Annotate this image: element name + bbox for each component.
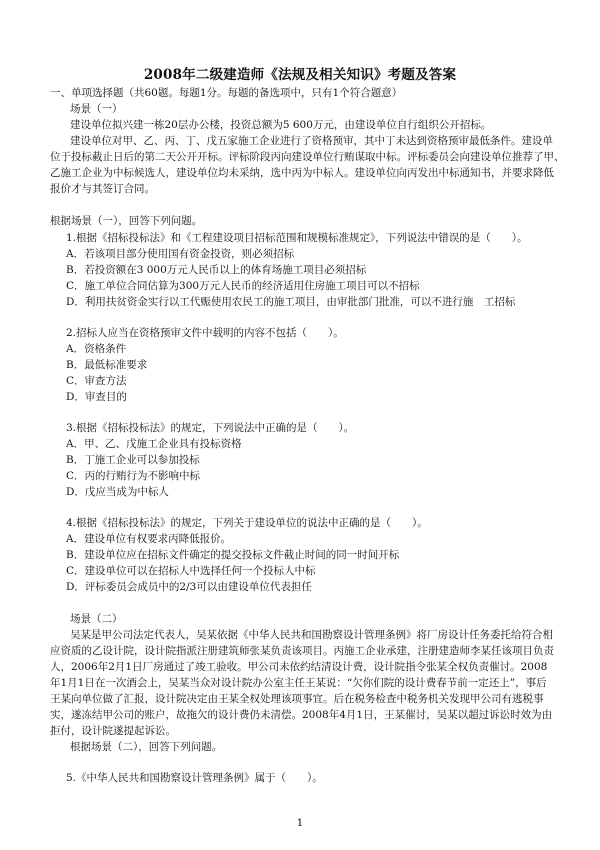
question-option: A．资格条件 bbox=[66, 343, 127, 355]
question-option: A．若该项目部分使用国有资金投资，则必须招标 bbox=[66, 248, 295, 260]
question-option: A．建设单位有权要求丙降低报价。 bbox=[66, 533, 232, 545]
question-option: C．施工单位合同估算为300万元人民币的经济适用住房施工项目可以不招标 bbox=[66, 280, 420, 292]
question-option: C．审查方法 bbox=[66, 375, 127, 387]
page-number: 1 bbox=[296, 817, 304, 829]
question-stem: 4.根据《招标投标法》的规定，下列关于建设单位的说法中正确的是（ ）。 bbox=[66, 517, 428, 529]
scene-paragraph-line: 人，2006年2月1日厂房通过了竣工验收。甲公司未依约结清设计费，设计院指令张某全权负责催讨。2008 bbox=[50, 661, 548, 673]
question-stem: 1.根据《招标投标法》和《工程建设项目招标范围和规模标准规定》，下列说法中错误的是（ ）。 bbox=[66, 232, 528, 244]
scene-paragraph-line: 位于投标截止日后的第二天公开开标。评标阶段丙向建设单位行贿谋取中标。评标委员会向建设单位推荐了甲、 bbox=[50, 151, 565, 163]
scene-prompt: 根据场景（二），回答下列问题。 bbox=[70, 741, 223, 753]
scene-paragraph-line: 吴某是甲公司法定代表人，吴某依据《中华人民共和国勘察设计管理条例》将厂房设计任务委托给符合相 bbox=[70, 629, 553, 641]
question-option: B．最低标准要求 bbox=[66, 359, 148, 371]
scene-prompt: 根据场景（一），回答下列问题。 bbox=[50, 215, 203, 227]
scene-paragraph-line: 拒付，设计院遂提起诉讼。 bbox=[50, 725, 176, 737]
question-option: C．丙的行贿行为不影响中标 bbox=[66, 470, 201, 482]
question-option: D．审查目的 bbox=[66, 391, 127, 403]
scene-label: 场景（一） bbox=[70, 103, 123, 115]
scene-paragraph-line: 建设单位对甲、乙、丙、丁、戊五家施工企业进行了资格预审，其中丁未达到资格预审最低条件。建设单 bbox=[70, 135, 553, 147]
question-option: B．丁施工企业可以参加投标 bbox=[66, 454, 200, 466]
question-option: A．甲、乙、戊施工企业具有投标资格 bbox=[66, 438, 242, 450]
scene-paragraph-line: 应资质的乙设计院，设计院指派注册建筑师张某负责该项目。丙施工企业承建，注册建造师李某任该项目负责 bbox=[50, 645, 554, 657]
question-option: B．建设单位应在招标文件确定的提交投标文件截止时间的同一时间开标 bbox=[66, 549, 400, 561]
question-option: B．若投资额在3 000万元人民币以上的体育场施工项目必须招标 bbox=[66, 264, 367, 276]
scene-paragraph-line: 实，遂冻结甲公司的账户，故拖欠的设计费仍未清偿。2008年4月1日，王某催讨，吴某以超过诉讼时效为由 bbox=[50, 709, 553, 721]
section-heading: 一、单项选择题（共60题。每题1分。每题的备选项中，只有1个符合题意） bbox=[50, 87, 403, 99]
page-title: 2008年二级建造师《法规及相关知识》考题及答案 bbox=[143, 67, 457, 83]
scene-paragraph-line: 王某向单位做了汇报，设计院决定由王某全权处理该项事宜。后在税务检查中税务机关发现甲公司有逃税事 bbox=[50, 693, 544, 705]
question-stem: 2.招标人应当在资格预审文件中载明的内容不包括（ ）。 bbox=[66, 327, 344, 339]
question-stem: 5.《中华人民共和国勘察设计管理条例》属于（ ）。 bbox=[66, 772, 323, 784]
question-option: D．戊应当成为中标人 bbox=[66, 486, 169, 498]
scene-paragraph-line: 年1月1日在一次酒会上，吴某当众对设计院办公室主任王某说：“欠你们院的设计费春节前一定还上”，事后 bbox=[50, 677, 547, 689]
question-option: C．建设单位可以在招标人中选择任何一个投标人中标 bbox=[66, 565, 316, 577]
scene-paragraph-line: 报价才与其签订合同。 bbox=[50, 183, 155, 195]
question-option: D．利用扶贫资金实行以工代赈使用农民工的施工项目，由审批部门批准，可以不进行施 工招标 bbox=[66, 296, 516, 308]
question-option: D．评标委员会成员中的2/3可以由建设单位代表担任 bbox=[66, 581, 312, 593]
scene-paragraph-line: 建设单位拟兴建一栋20层办公楼，投资总额为5 600万元，由建设单位自行组织公开招标。 bbox=[70, 119, 492, 131]
question-stem: 3.根据《招标投标法》的规定，下列说法中正确的是（ ）。 bbox=[66, 422, 355, 434]
scene-paragraph-line: 乙施工企业为中标候选人，建设单位均未采纳，选中丙为中标人。建设单位向丙发出中标通知书，并要求降低 bbox=[50, 167, 554, 179]
scene-label: 场景（二） bbox=[70, 613, 123, 625]
